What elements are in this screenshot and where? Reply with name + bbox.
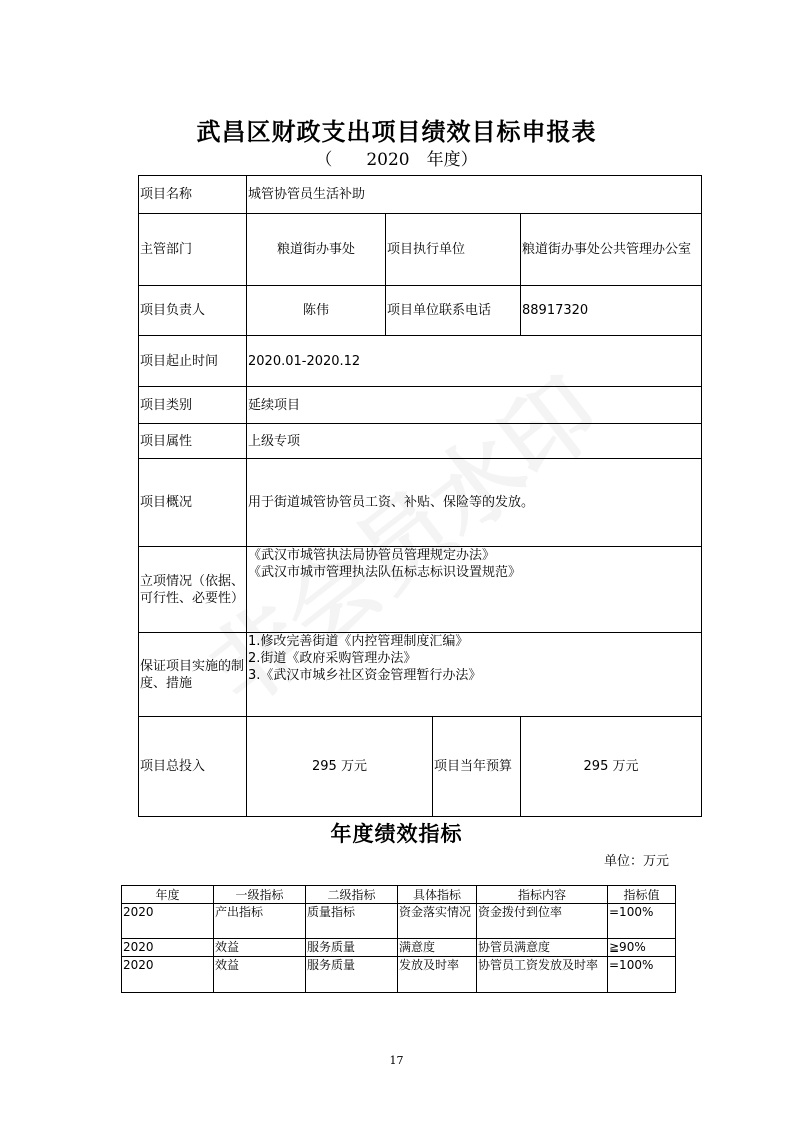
leader-label: 项目负责人 xyxy=(139,286,247,336)
table-header-row xyxy=(122,886,676,904)
header-cell: 年度 xyxy=(122,886,214,904)
table-row xyxy=(122,939,676,957)
attribute-label: 项目属性 xyxy=(139,424,247,459)
name-label: 项目名称 xyxy=(139,176,247,214)
table-row xyxy=(139,336,702,387)
cell-level2: 服务质量 xyxy=(306,939,398,957)
cell-value: =100% xyxy=(608,904,676,939)
total-label: 项目总投入 xyxy=(139,717,247,817)
performance-table xyxy=(121,885,676,993)
phone-label: 项目单位联系电话 xyxy=(386,286,521,336)
table-row xyxy=(139,717,702,817)
header-cell: 具体指标 xyxy=(398,886,477,904)
overview-value: 用于街道城管协管员工资、补贴、保险等的发放。 xyxy=(247,459,702,547)
table-row xyxy=(139,424,702,459)
cell-value: ≧90% xyxy=(608,939,676,957)
measures-line: 2.街道《政府采购管理办法》 xyxy=(248,651,417,666)
category-label: 项目类别 xyxy=(139,387,247,424)
cell-indicator: 资金落实情况 xyxy=(398,904,477,939)
header-cell: 二级指标 xyxy=(306,886,398,904)
table-row xyxy=(139,286,702,336)
exec-unit-value: 粮道街办事处公共管理办公室 xyxy=(521,214,702,286)
setup-value xyxy=(247,547,702,633)
overview-label: 项目概况 xyxy=(139,459,247,547)
cell-content: 资金拨付到位率 xyxy=(477,904,608,939)
total-value: 295 万元 xyxy=(247,717,433,817)
dept-label: 主管部门 xyxy=(139,214,247,286)
cell-indicator: 发放及时率 xyxy=(398,957,477,993)
measures-line: 1.修改完善街道《内控管理制度汇编》 xyxy=(248,634,469,649)
page-number: 17 xyxy=(389,1054,404,1067)
header-cell: 一级指标 xyxy=(214,886,306,904)
cell-indicator: 满意度 xyxy=(398,939,477,957)
leader-value: 陈伟 xyxy=(247,286,386,336)
budget-label: 项目当年预算 xyxy=(433,717,521,817)
table-row xyxy=(139,176,702,214)
cell-level1: 效益 xyxy=(214,939,306,957)
name-value: 城管协管员生活补助 xyxy=(247,176,702,214)
setup-label: 立项情况（依据、可行性、必要性） xyxy=(139,547,247,633)
table-row xyxy=(139,633,702,717)
table-row xyxy=(139,387,702,424)
dept-value: 粮道街办事处 xyxy=(247,214,386,286)
category-value: 延续项目 xyxy=(247,387,702,424)
table-row xyxy=(122,904,676,939)
cell-year: 2020 xyxy=(122,957,214,993)
cell-level2: 质量指标 xyxy=(306,904,398,939)
period-value: 2020.01-2020.12 xyxy=(247,336,702,387)
page-title: 武昌区财政支出项目绩效目标申报表 xyxy=(196,117,597,146)
setup-line: 《武汉市城管执法局协管员管理规定办法》 xyxy=(248,548,496,563)
year-line: （ 2020 年度） xyxy=(315,150,478,170)
unit-label: 单位：万元 xyxy=(603,854,669,869)
setup-line: 《武汉市城市管理执法队伍标志标识设置规范》 xyxy=(248,565,522,580)
measures-line: 3.《武汉市城乡社区资金管理暂行办法》 xyxy=(248,668,482,683)
cell-value: =100% xyxy=(608,957,676,993)
cell-content: 协管员满意度 xyxy=(477,939,608,957)
cell-year: 2020 xyxy=(122,904,214,939)
table-row xyxy=(122,957,676,993)
cell-level1: 产出指标 xyxy=(214,904,306,939)
attribute-value: 上级专项 xyxy=(247,424,702,459)
table-row xyxy=(139,547,702,633)
performance-title: 年度绩效指标 xyxy=(330,821,463,846)
measures-value xyxy=(247,633,702,717)
exec-unit-label: 项目执行单位 xyxy=(386,214,521,286)
table-row xyxy=(139,459,702,547)
cell-content: 协管员工资发放及时率 xyxy=(477,957,608,993)
budget-value: 295 万元 xyxy=(521,717,702,817)
cell-level1: 效益 xyxy=(214,957,306,993)
cell-level2: 服务质量 xyxy=(306,957,398,993)
project-table xyxy=(138,175,702,817)
header-cell: 指标内容 xyxy=(477,886,608,904)
period-label: 项目起止时间 xyxy=(139,336,247,387)
header-cell: 指标值 xyxy=(608,886,676,904)
measures-label: 保证项目实施的制度、措施 xyxy=(139,633,247,717)
phone-value: 88917320 xyxy=(521,286,702,336)
cell-year: 2020 xyxy=(122,939,214,957)
table-row xyxy=(139,214,702,286)
